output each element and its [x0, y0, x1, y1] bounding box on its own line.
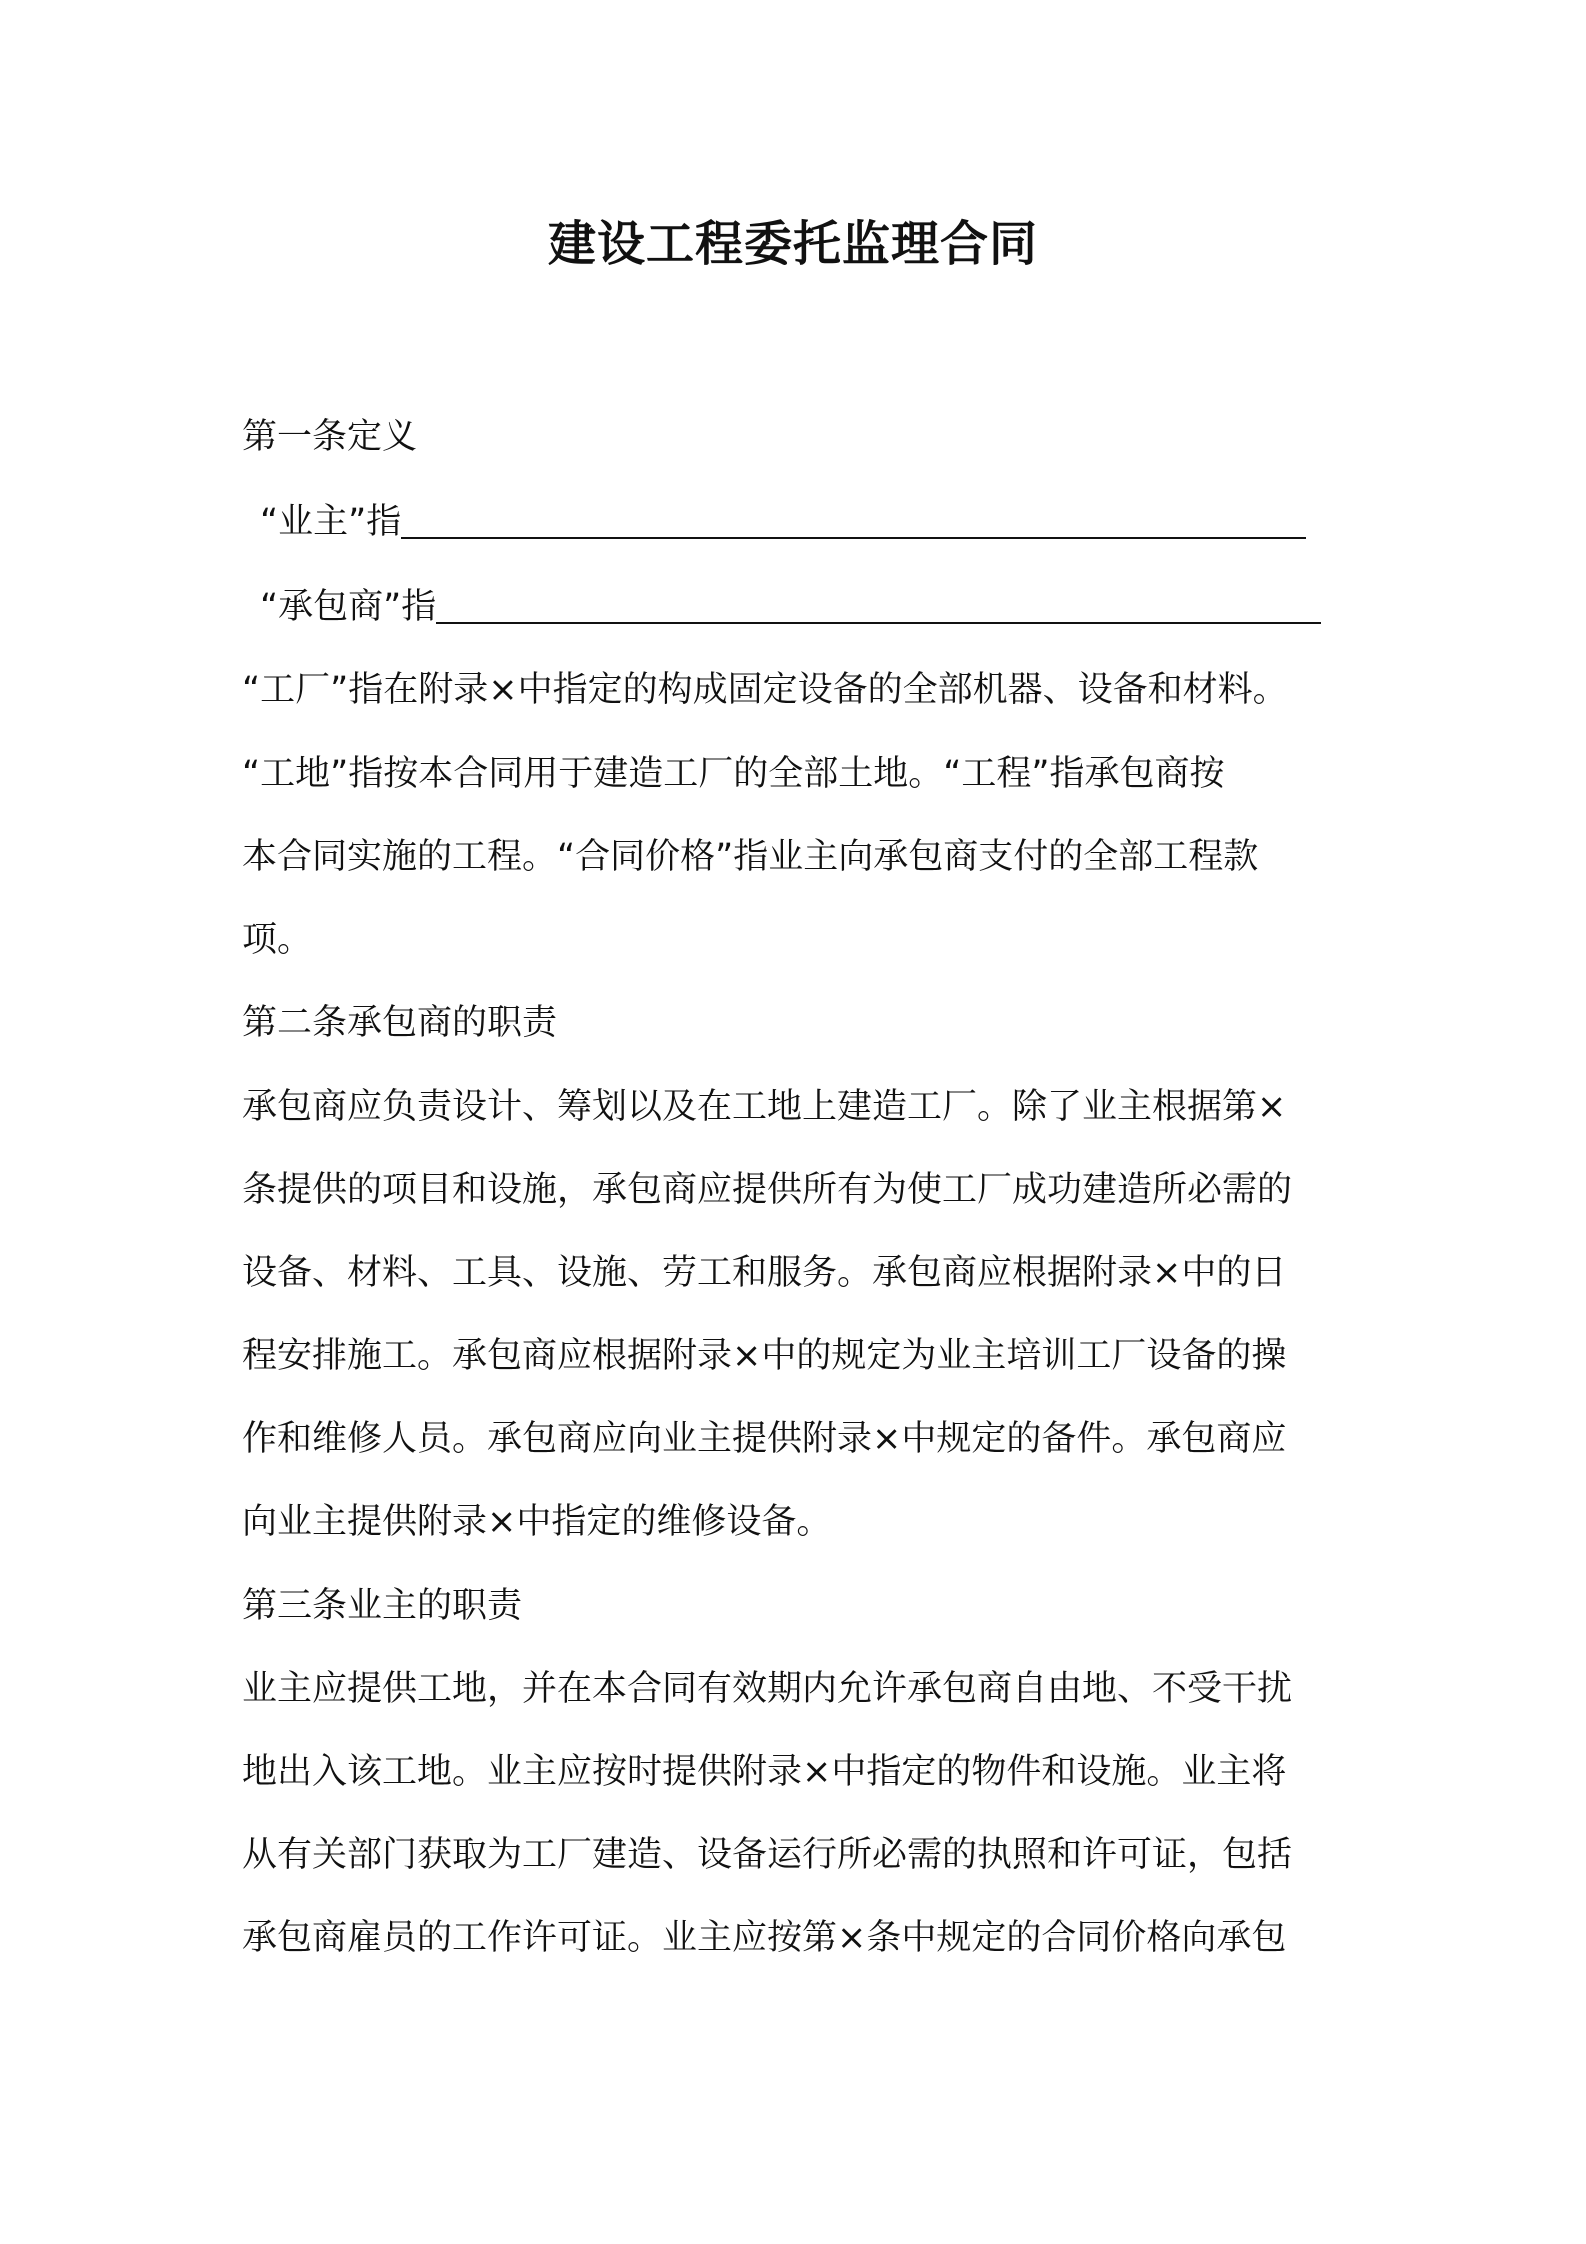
paragraph-line: 条提供的项目和设施，承包商应提供所有为使工厂成功建造所必需的 [242, 1170, 1293, 1210]
paragraph-line: 项。 [242, 920, 313, 960]
paragraph-line: 作和维修人员。承包商应向业主提供附录×中规定的备件。承包商应 [242, 1419, 1287, 1459]
paragraph-line: 业主应提供工地，并在本合同有效期内允许承包商自由地、不受干扰 [242, 1669, 1293, 1709]
paragraph-line: 地出入该工地。业主应按时提供附录×中指定的物件和设施。业主将 [242, 1752, 1287, 1792]
section-heading-2: 第二条承包商的职责 [242, 1003, 558, 1043]
fill-in-blank-contractor[interactable] [436, 594, 1321, 624]
paragraph-line: 承包商应负责设计、筹划以及在工地上建造工厂。除了业主根据第× [242, 1087, 1287, 1127]
section-heading-1: 第一条定义 [242, 417, 418, 457]
paragraph-line: 承包商雇员的工作许可证。业主应按第×条中规定的合同价格向承包 [242, 1918, 1287, 1958]
definition-row-contractor [242, 582, 1352, 632]
section-heading-3: 第三条业主的职责 [242, 1586, 523, 1626]
paragraph-line: 向业主提供附录×中指定的维修设备。 [242, 1502, 832, 1542]
definition-label-contractor: “承包商”指 [260, 587, 437, 627]
definition-label-owner: “业主”指 [260, 502, 402, 542]
document-title: 建设工程委托监理合同 [547, 216, 1038, 272]
paragraph-line: “工地”指按本合同用于建造工厂的全部土地。“工程”指承包商按 [242, 754, 1225, 794]
paragraph-line: 设备、材料、工具、设施、劳工和服务。承包商应根据附录×中的日 [242, 1253, 1287, 1293]
paragraph-line: “工厂”指在附录×中指定的构成固定设备的全部机器、设备和材料。 [242, 670, 1288, 710]
paragraph-line: 程安排施工。承包商应根据附录×中的规定为业主培训工厂设备的操 [242, 1336, 1287, 1376]
definition-row-owner [242, 497, 1352, 547]
paragraph-line: 从有关部门获取为工厂建造、设备运行所必需的执照和许可证，包括 [242, 1835, 1293, 1875]
fill-in-blank-owner[interactable] [401, 509, 1306, 539]
paragraph-line: 本合同实施的工程。“合同价格”指业主向承包商支付的全部工程款 [242, 837, 1259, 877]
